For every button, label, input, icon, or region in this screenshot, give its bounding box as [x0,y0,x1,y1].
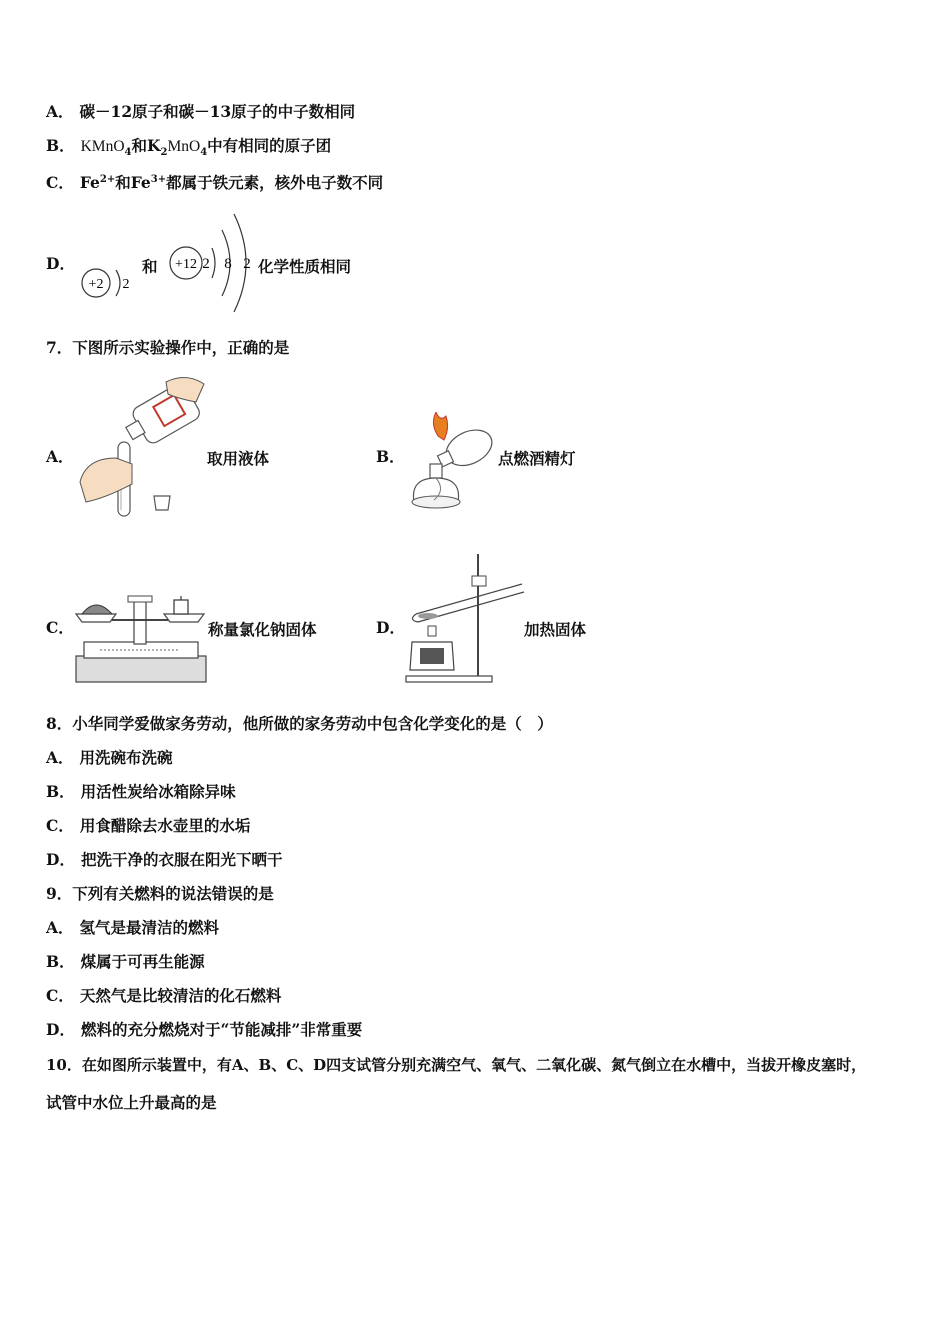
q6-option-d-label: D． [46,254,75,273]
magnesium-atom-diagram [166,206,258,318]
q7-option-b-label: B． [376,447,405,466]
q8-stem: 8．小华同学爱做家务劳动，他所做的家务劳动中包含化学变化的是（ ） [46,714,553,733]
q9-option-c: C． 天然气是比较清洁的化石燃料 [46,986,282,1005]
q8-option-d: D． 把洗干净的衣服在阳光下晒干 [46,850,283,869]
q9-option-a: A． 氢气是最清洁的燃料 [46,918,220,937]
mg-shell-2: 8 [224,256,232,272]
mg-nucleus-charge: +12 [175,257,197,272]
q7-option-a-label: A． [46,447,74,466]
q7-option-a-caption: 取用液体 [207,449,270,468]
q7-stem: 7．下图所示实验操作中，正确的是 [46,338,290,357]
q10-stem-line1: 10．在如图所示装置中，有A、B、C、D四支试管分别充满空气、氧气、二氧化碳、氮气倒立在水槽中，当拔开橡皮塞时， [46,1056,867,1074]
q6-option-b: B． KMnO$_4$和$K_2MnO_4$中有相同的原子团 [46,136,332,159]
mg-shell-1: 2 [202,256,210,272]
balance-scale-illustration [70,590,210,686]
q9-option-d: D． 燃料的充分燃烧对于“节能减排”非常重要 [46,1020,363,1039]
q9-stem: 9．下列有关燃料的说法错误的是 [46,884,274,903]
q8-option-a: A． 用洗碗布洗碗 [46,748,173,767]
q8-option-c: C． 用食醋除去水壶里的水垢 [46,816,251,835]
q9-option-b: B． 煤属于可再生能源 [46,952,205,971]
q6-d-and: 和 [142,257,158,276]
q8-option-b: B． 用活性炭给冰箱除异味 [46,782,236,801]
q6-option-a-text: 碳－12原子和碳－13原子的中子数相同 [79,102,356,121]
q7-option-d-caption: 加热固体 [524,620,587,639]
q6-option-a: A． 碳－12原子和碳－13原子的中子数相同 [46,102,356,121]
q10-stem-line2: 试管中水位上升最高的是 [46,1093,217,1112]
heating-solid-illustration [402,552,526,684]
q7-option-c-label: C． [46,618,74,637]
q6-d-tail: 化学性质相同 [258,257,352,276]
he-nucleus-charge: +2 [88,277,104,292]
pouring-liquid-illustration [76,372,206,520]
q7-option-b-caption: 点燃酒精灯 [498,449,576,468]
mg-shell-3: 2 [243,256,251,272]
q6-option-c: C． $Fe^{2+}$和$Fe^{3+}$都属于铁元素，核外电子数不同 [46,173,384,193]
he-shell-1: 2 [122,277,130,292]
q7-option-d-label: D． [376,618,405,637]
lighting-alcohol-lamp-illustration [400,412,500,520]
helium-atom-diagram [76,262,136,306]
q7-option-c-caption: 称量氯化钠固体 [208,620,317,639]
